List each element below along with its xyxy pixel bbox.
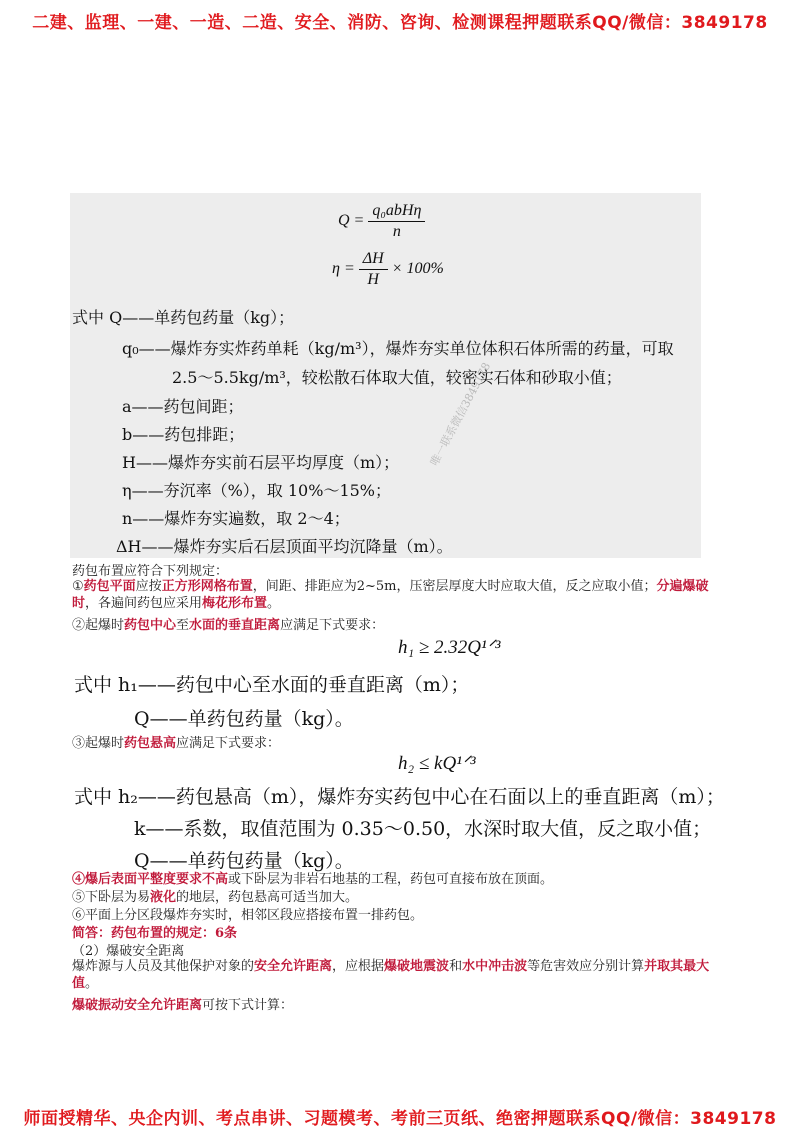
equation-h2: h₂ ≤ kQ¹ᐟ³ bbox=[398, 753, 476, 774]
rule-6: ⑥平面上分区段爆炸夯实时，相邻区段应搭接布置一排药包。 bbox=[72, 908, 424, 923]
def-eta: η——夯沉率（%），取 10%～15%； bbox=[122, 481, 392, 500]
rule-4: ④爆后表面平整度要求不高或下卧层为非岩石地基的工程，药包可直接布放在顶面。 bbox=[72, 872, 554, 887]
watermark-text: 唯一联系微信3849178 bbox=[427, 360, 494, 469]
header-banner: 二建、监理、一建、一造、二造、安全、消防、咨询、检测课程押题联系QQ/微信：3849178 bbox=[32, 13, 768, 33]
def-q0: q₀——爆炸夯实炸药单耗（kg/m³），爆炸夯实单位体积石体所需的药量，可取 bbox=[122, 339, 674, 358]
formula-eta: η = $\frac{\Delta H}{H}$ × 100% bbox=[332, 250, 444, 288]
section-heading: （2）爆破安全距离 bbox=[72, 944, 185, 959]
def-n: n——爆炸夯实遍数，取 2～4； bbox=[122, 509, 350, 528]
def-h2: 式中 h₂——药包悬高（m），爆炸夯实药包中心在石面以上的垂直距离（m）； bbox=[74, 786, 725, 808]
def-b: b——药包排距； bbox=[122, 425, 245, 444]
def-q0-cont: 2.5～5.5kg/m³，较松散石体取大值，较密实石体和砂取小值； bbox=[172, 368, 622, 387]
formula-q: Q = $\frac{\text{q₀abHη}}{n}$ bbox=[338, 201, 425, 242]
scanned-formula-block bbox=[70, 193, 701, 558]
def-h: H——爆炸夯实前石层平均厚度（m）； bbox=[122, 453, 400, 472]
def-q-1: Q——单药包药量（kg）。 bbox=[134, 708, 354, 730]
vibration-distance: 爆破振动安全允许距离可按下式计算： bbox=[72, 998, 294, 1013]
def-h1: 式中 h₁——药包中心至水面的垂直距离（m）； bbox=[74, 674, 470, 696]
rule-3: ③起爆时药包悬高应满足下式要求： bbox=[72, 736, 281, 751]
rule-5: ⑤下卧层为易液化的地层，药包悬高可适当加大。 bbox=[72, 890, 359, 905]
footer-banner: 师面授精华、央企内训、考点串讲、习题模考、考前三页纸、绝密押题联系QQ/微信：3849178 bbox=[23, 1109, 777, 1129]
rule-2: ②起爆时药包中心至水面的垂直距离应满足下式要求： bbox=[72, 618, 385, 633]
def-a: a——药包间距； bbox=[122, 397, 244, 416]
summary: 简答：药包布置的规定：6条 bbox=[72, 926, 238, 941]
equation-h1: h₁ ≥ 2.32Q¹ᐟ³ bbox=[398, 637, 501, 658]
def-dh: ΔH——爆炸夯实后石层顶面平均沉降量（m）。 bbox=[116, 537, 453, 556]
safety-paragraph: 爆炸源与人员及其他保护对象的安全允许距离，应根据爆破地震波和水中冲击波等危害效应分别计算并取其最大值。 bbox=[72, 959, 710, 991]
def-q-2: Q——单药包药量（kg）。 bbox=[134, 850, 354, 872]
notes-intro: 药包布置应符合下列规定： bbox=[72, 564, 229, 579]
rule-1: ①药包平面应按正方形网格布置，间距、排距应为2~5m，压密层厚度大时应取大值，反之应取小值；分遍爆破时，各遍间药包应采用梅花形布置。 bbox=[72, 579, 709, 611]
def-k: k——系数，取值范围为 0.35～0.50，水深时取大值，反之取小值； bbox=[134, 818, 712, 840]
def-q: 式中 Q——单药包药量（kg）； bbox=[72, 308, 295, 327]
